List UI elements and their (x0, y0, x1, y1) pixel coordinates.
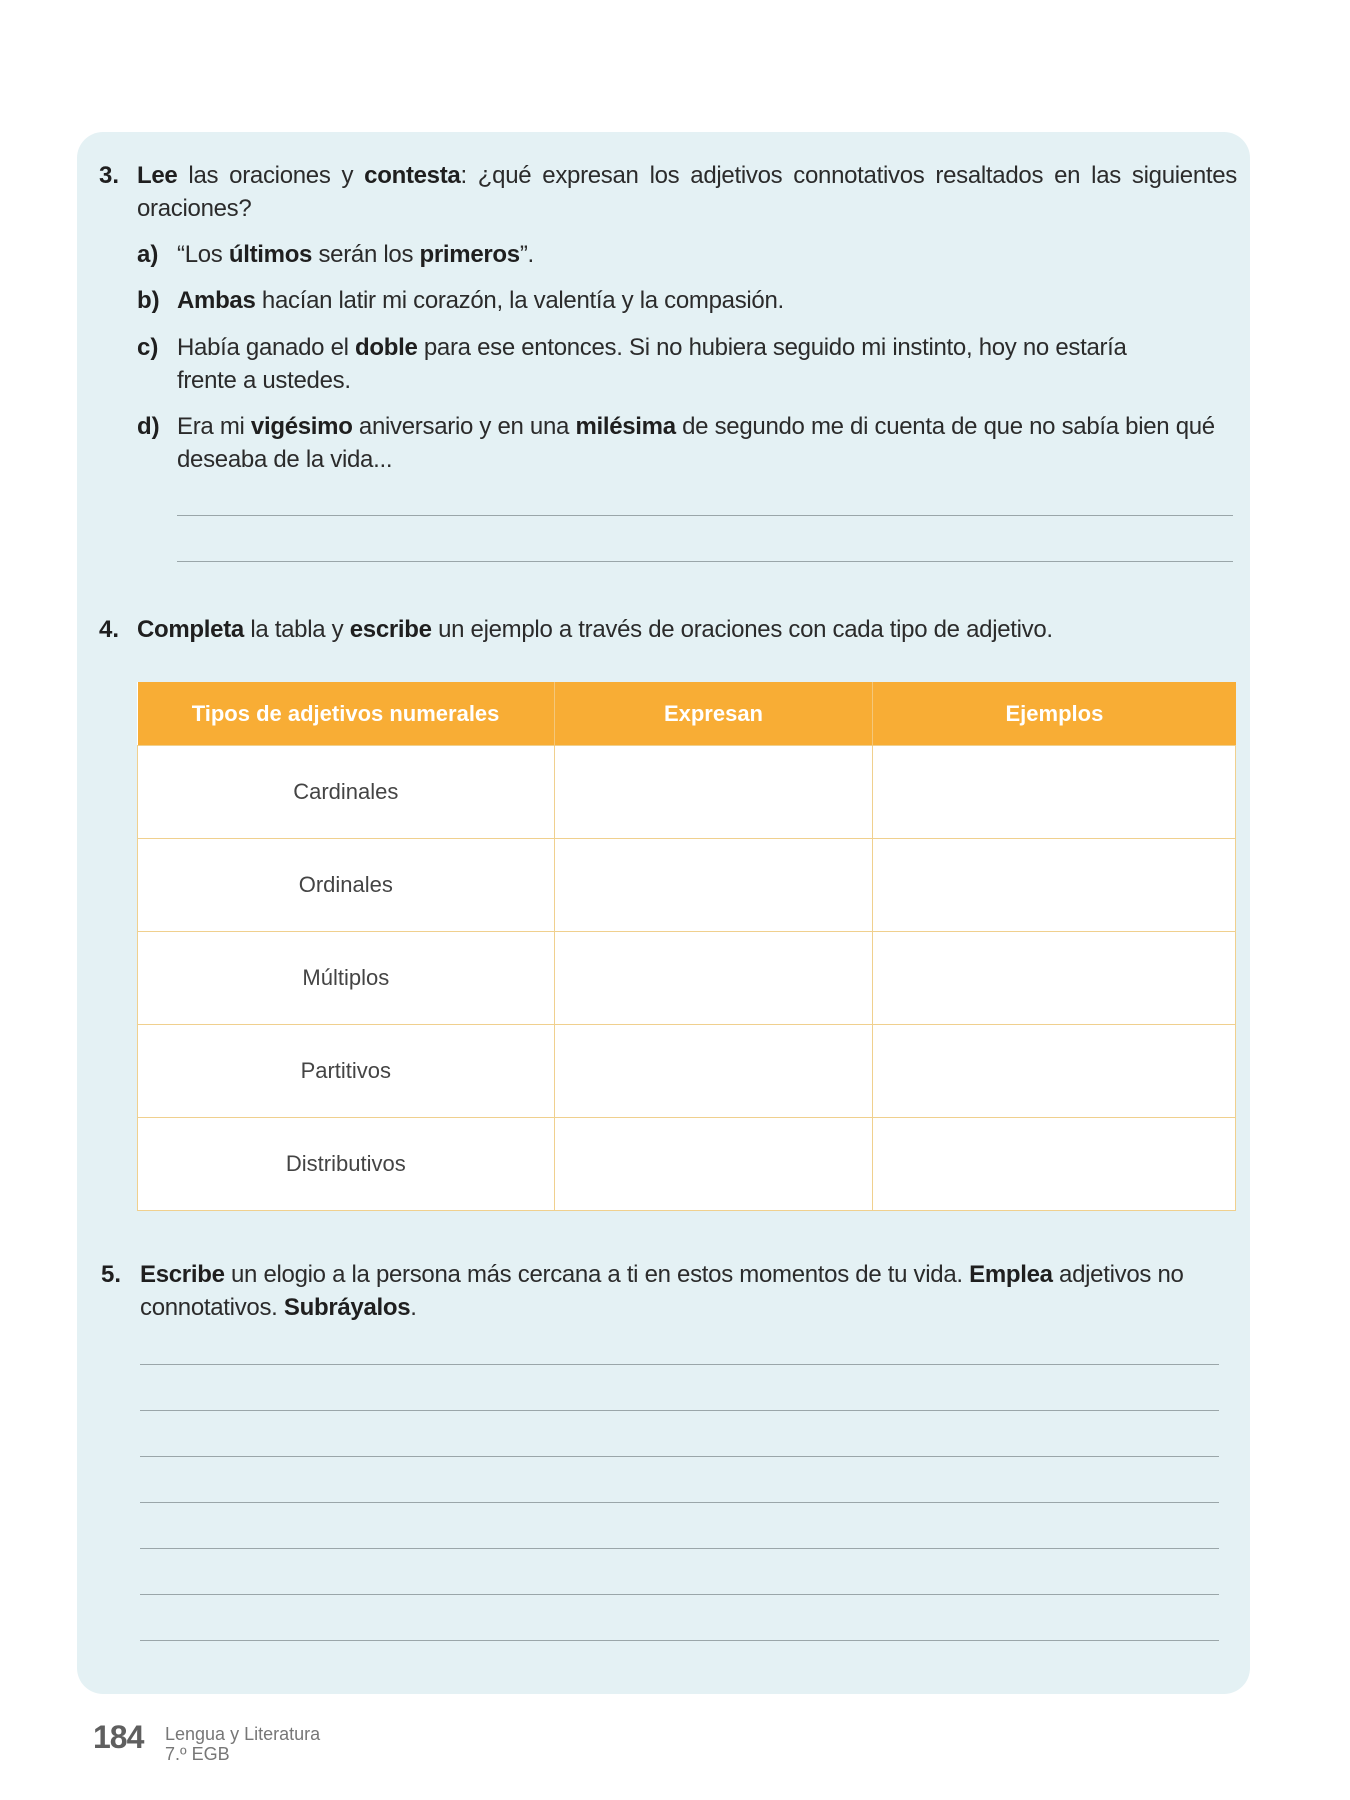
answer-line[interactable] (140, 1548, 1219, 1549)
q3-verb-contesta: contesta (364, 162, 461, 189)
q4-number: 4. (99, 616, 120, 643)
answer-line[interactable] (140, 1640, 1219, 1641)
q3a-letter: a) (137, 241, 159, 268)
q3-text: las oraciones y (177, 162, 365, 189)
q3b-text (177, 284, 1237, 317)
text: un elogio a la persona más cercana a ti en estos momentos de tu vida. (224, 1261, 970, 1288)
row-label: Distributivos (138, 1118, 555, 1211)
ejemplos-cell[interactable] (873, 1118, 1236, 1211)
q3-prompt (137, 159, 1237, 225)
ejemplos-cell[interactable] (873, 932, 1236, 1025)
expresan-cell[interactable] (554, 746, 873, 839)
expresan-cell[interactable] (554, 1025, 873, 1118)
ejemplos-cell[interactable] (873, 1025, 1236, 1118)
numeral-adjectives-table (137, 682, 1236, 1211)
highlight: Ambas (177, 287, 256, 314)
text: adjetivos no connotativos. (140, 1261, 1184, 1321)
highlight: doble (355, 334, 418, 361)
table-header-row (138, 682, 1236, 746)
answer-line[interactable] (177, 515, 1233, 516)
expresan-cell[interactable] (554, 932, 873, 1025)
table-row (138, 1025, 1236, 1118)
answer-line[interactable] (140, 1594, 1219, 1595)
ejemplos-cell[interactable] (873, 746, 1236, 839)
text: aniversario y en una (352, 413, 576, 440)
text: un ejemplo a través de oraciones con cada tipo de adjetivo. (431, 616, 1053, 643)
table-row (138, 839, 1236, 932)
q3d-letter: d) (137, 413, 160, 440)
answer-line[interactable] (177, 561, 1233, 562)
q3c-letter: c) (137, 334, 159, 361)
header-ejemplos: Ejemplos (873, 682, 1236, 746)
row-label: Múltiplos (138, 932, 555, 1025)
q5-verb: Subráyalos (283, 1294, 411, 1321)
highlight: primeros (419, 241, 520, 268)
subject-label: Lengua y Literatura (165, 1724, 321, 1744)
text: “Los (177, 241, 229, 268)
page-number: 184 (93, 1719, 144, 1755)
answer-line[interactable] (140, 1502, 1219, 1503)
table-row (138, 1118, 1236, 1211)
row-label: Partitivos (138, 1025, 555, 1118)
answer-line[interactable] (140, 1456, 1219, 1457)
q3a-text (177, 238, 1237, 271)
grade-label: 7.º EGB (165, 1744, 230, 1764)
text: Era mi (177, 413, 251, 440)
row-label: Cardinales (138, 746, 555, 839)
text: serán los (312, 241, 420, 268)
q5-verb: Escribe (140, 1261, 225, 1288)
table-row (138, 932, 1236, 1025)
ejemplos-cell[interactable] (873, 839, 1236, 932)
q5-verb: Emplea (969, 1261, 1053, 1288)
expresan-cell[interactable] (554, 1118, 873, 1211)
header-tipos: Tipos de adjetivos numerales (138, 682, 555, 746)
text: Había ganado el (177, 334, 356, 361)
answer-line[interactable] (140, 1410, 1219, 1411)
table-row (138, 746, 1236, 839)
text: para ese entonces. Si no hubiera seguido mi instinto, hoy no estaría frente a ustedes. (177, 334, 1127, 394)
text: ”. (519, 241, 534, 268)
q3-number: 3. (99, 162, 120, 189)
text: . (410, 1294, 417, 1321)
text: la tabla y (243, 616, 350, 643)
header-expresan: Expresan (554, 682, 873, 746)
q3-verb-lee: Lee (137, 162, 178, 189)
highlight: últimos (228, 241, 313, 268)
text: hacían latir mi corazón, la valentía y la compasión. (255, 287, 784, 314)
row-label: Ordinales (138, 839, 555, 932)
expresan-cell[interactable] (554, 839, 873, 932)
answer-line[interactable] (140, 1364, 1219, 1365)
highlight: milésima (575, 413, 676, 440)
q4-prompt (137, 613, 1237, 646)
text: de segundo me di cuenta de que no sabía bien qué deseaba de la vida... (177, 413, 1215, 473)
q5-number: 5. (101, 1261, 122, 1288)
q3c-text (177, 331, 1187, 397)
q3b-letter: b) (137, 287, 160, 314)
highlight: vigésimo (250, 413, 353, 440)
q3-text: : ¿qué expresan los adjetivos connotativos resaltados en las siguientes oraciones? (137, 162, 1237, 222)
q4-verb: Completa (137, 616, 244, 643)
q5-prompt (140, 1258, 1240, 1324)
q4-verb: escribe (349, 616, 432, 643)
q3d-text (177, 410, 1237, 476)
